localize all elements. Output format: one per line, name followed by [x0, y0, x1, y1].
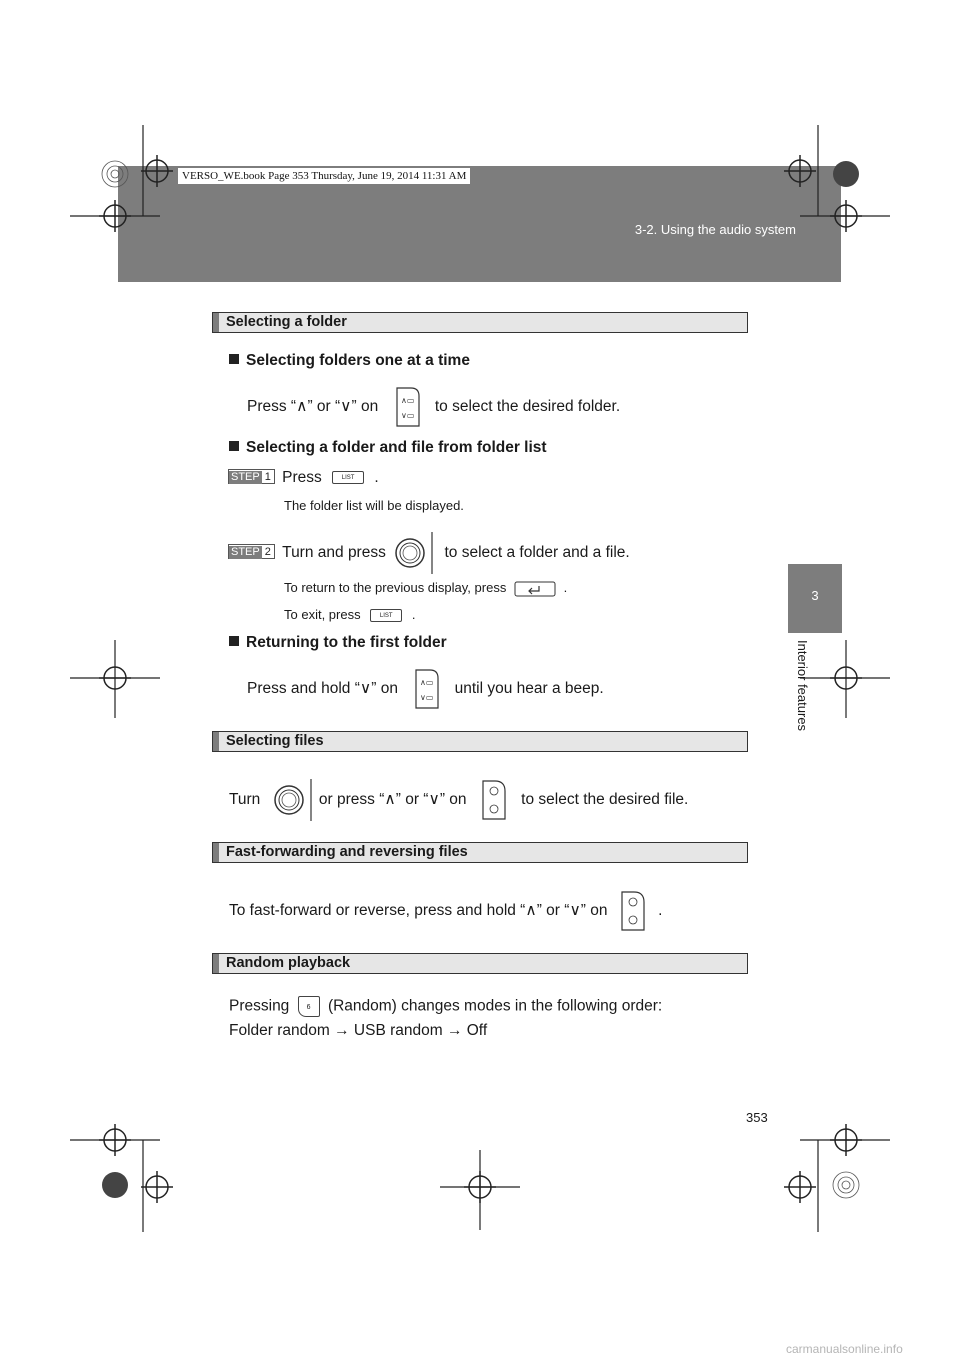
bullet-square-icon	[229, 441, 239, 451]
subheading-from-folder-list: Selecting a folder and file from folder list	[229, 439, 547, 457]
section-title-text: Fast-forwarding and reversing files	[226, 844, 468, 860]
subheading-first-folder: Returning to the first folder	[229, 634, 447, 652]
instruction-selecting-files: Turn or press “∧” or “∨” on to select the desired file.	[229, 777, 688, 823]
watermark: carmanualsonline.info	[786, 1342, 903, 1356]
tune-select-knob-icon	[392, 530, 438, 576]
section-header-selecting-files	[212, 731, 748, 752]
section-title-text: Selecting files	[226, 733, 324, 749]
exit-note: To exit, press LIST .	[284, 607, 416, 622]
section-title: 3-2. Using the audio system	[634, 222, 796, 237]
section-header-random-playback	[212, 953, 748, 974]
book-stamp: VERSO_WE.book Page 353 Thursday, June 19, 2014 11:31 AM	[178, 168, 470, 184]
step1-note: The folder list will be displayed.	[284, 498, 464, 513]
svg-text:∨▭: ∨▭	[420, 693, 434, 702]
step2-line: STEP 2 Turn and press to select a folder and a file.	[228, 530, 630, 576]
section-header-fast-forward	[212, 842, 748, 863]
svg-text:∧▭: ∧▭	[400, 396, 414, 405]
instruction-random: Pressing 6 (Random) changes modes in the following order:	[229, 996, 662, 1017]
step-2-badge: STEP 2	[228, 544, 275, 559]
instruction-fast-forward: To fast-forward or reverse, press and hold “∧” or “∨” on .	[229, 888, 662, 934]
subheading-one-at-a-time: Selecting folders one at a time	[229, 352, 470, 370]
random-button-icon: 6	[298, 996, 320, 1017]
return-note: To return to the previous display, press .	[284, 580, 568, 595]
seek-track-switch-icon	[477, 777, 511, 823]
back-button-icon	[514, 581, 556, 597]
page-number: 353	[746, 1110, 768, 1125]
bullet-square-icon	[229, 636, 239, 646]
list-button-icon: LIST	[370, 609, 402, 622]
folder-updown-switch-icon	[408, 666, 444, 712]
section-title-text: Selecting a folder	[226, 314, 347, 330]
chapter-number: 3	[811, 588, 819, 603]
bullet-square-icon	[229, 354, 239, 364]
section-header-selecting-folder	[212, 312, 748, 333]
random-sequence: Folder random → USB random → Off	[229, 1022, 488, 1039]
svg-text:∨▭: ∨▭	[400, 411, 414, 420]
tune-select-knob-icon	[267, 777, 313, 823]
instruction-one-at-a-time: Press “∧” or “∨” on ∧▭ ∨▭ to select the desired folder.	[247, 384, 620, 430]
step1-line: STEP 1 Press LIST .	[228, 469, 379, 487]
step-1-badge: STEP 1	[228, 469, 275, 484]
list-button-icon: LIST	[332, 471, 364, 484]
chapter-label: Interior features	[795, 640, 810, 732]
seek-track-switch-icon	[616, 888, 650, 934]
instruction-first-folder: Press and hold “∨” on ∧▭ ∨▭ until you hear a beep.	[247, 666, 604, 712]
section-title-text: Random playback	[226, 955, 351, 971]
folder-updown-switch-icon	[389, 384, 425, 430]
svg-text:∧▭: ∧▭	[420, 678, 434, 687]
